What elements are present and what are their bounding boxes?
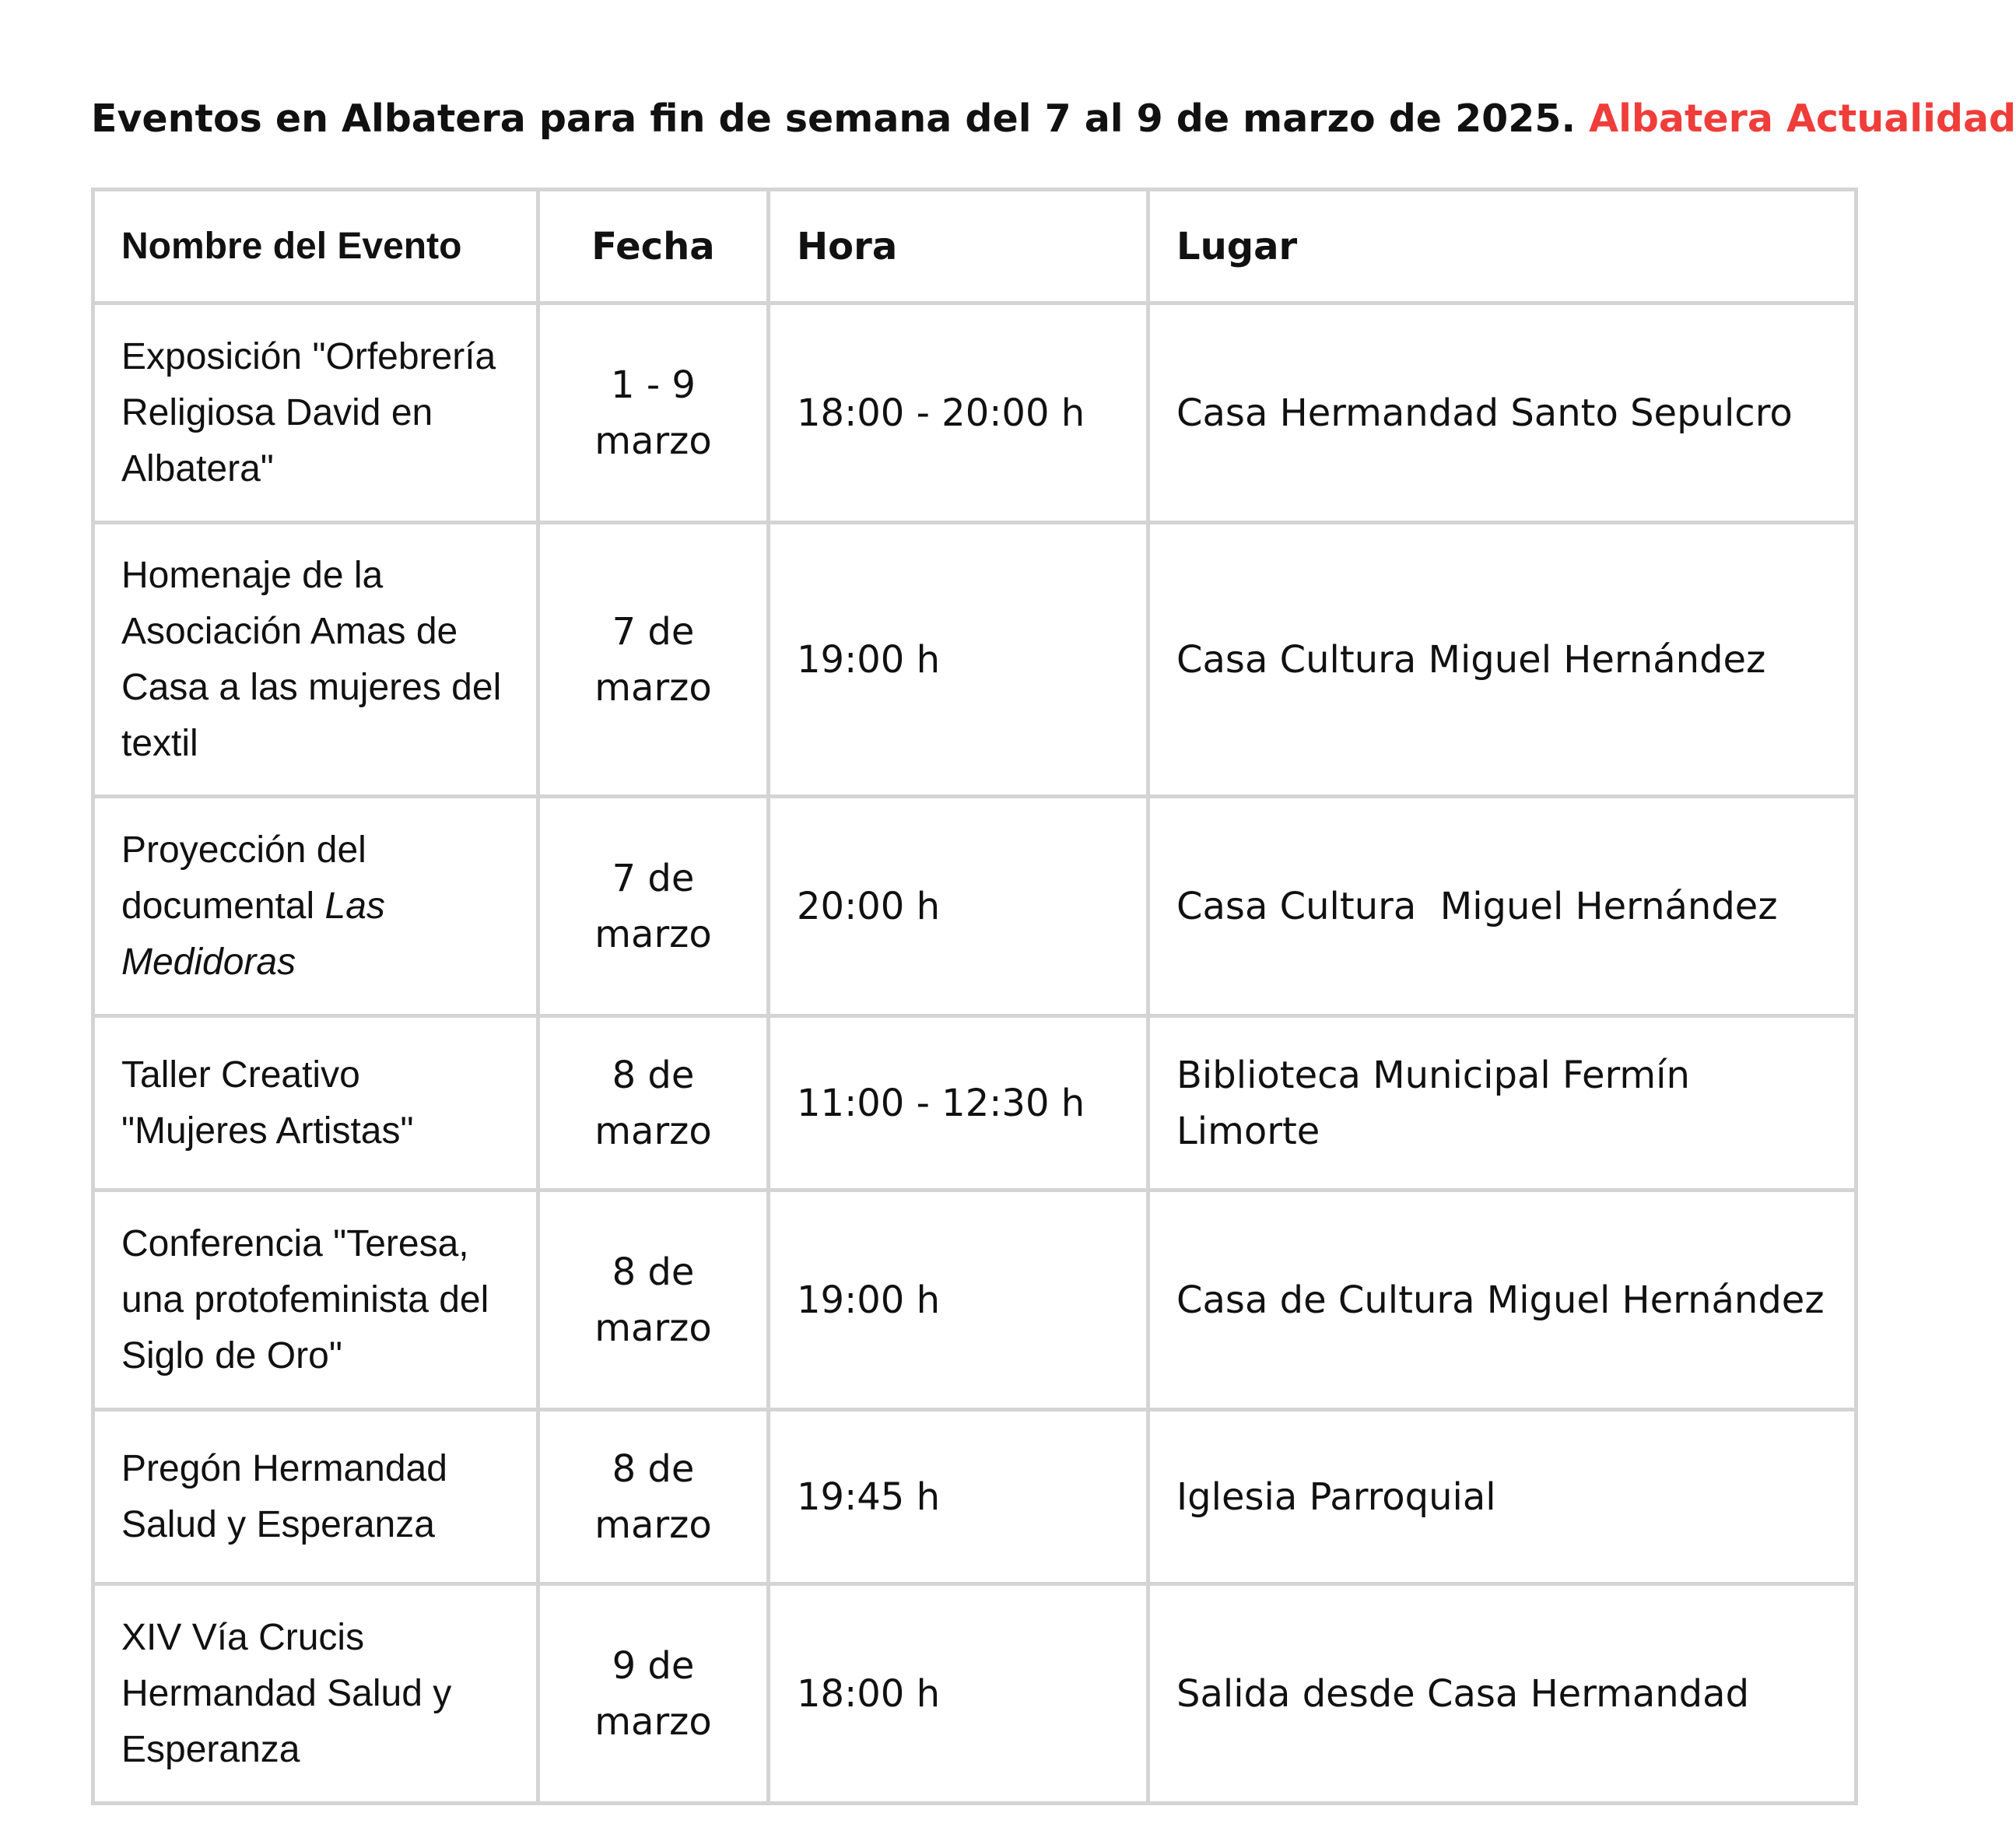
event-place: Casa Cultura Miguel Hernández (1148, 797, 1856, 1016)
event-place: Salida desde Casa Hermandad (1148, 1584, 1856, 1804)
event-date (538, 1191, 769, 1410)
event-time: 19:45 h (769, 1410, 1148, 1584)
table-header-row (93, 190, 1856, 303)
event-place: Casa Cultura Miguel Hernández (1148, 523, 1856, 797)
event-name: Pregón Hermandad Salud y Esperanza (93, 1410, 538, 1584)
event-place: Iglesia Parroquial (1148, 1410, 1856, 1584)
event-date (538, 303, 769, 523)
event-name-prefix: Proyección del documental (121, 829, 366, 927)
header-time: Hora (769, 190, 1148, 303)
event-date (538, 1016, 769, 1191)
event-date-text: 9 de marzo (594, 1643, 712, 1744)
event-name: Exposición "Orfebrería Religiosa David en Albatera" (93, 303, 538, 523)
table-row (93, 1410, 1856, 1584)
event-time: 18:00 - 20:00 h (769, 303, 1148, 523)
event-date-text: 7 de marzo (594, 609, 712, 710)
event-time: 19:00 h (769, 1191, 1148, 1410)
event-name: Conferencia "Teresa, una protofeminista del Siglo de Oro" (93, 1191, 538, 1410)
events-table (91, 188, 1858, 1805)
event-name: Homenaje de la Asociación Amas de Casa a las mujeres del textil (93, 523, 538, 797)
header-date: Fecha (538, 190, 769, 303)
event-place: Casa de Cultura Miguel Hernández (1148, 1191, 1856, 1410)
event-time: 18:00 h (769, 1584, 1148, 1804)
table-row (93, 1191, 1856, 1410)
event-date (538, 1584, 769, 1804)
event-date-text: 8 de marzo (594, 1053, 712, 1153)
table-row (93, 797, 1856, 1016)
table-row (93, 303, 1856, 523)
table-row (93, 1584, 1856, 1804)
event-date-text: 1 - 9 marzo (594, 363, 712, 463)
event-date-text: 8 de marzo (594, 1447, 712, 1547)
event-date (538, 1410, 769, 1584)
title-separator: . (1561, 96, 1576, 141)
event-date-text: 7 de marzo (594, 856, 712, 956)
title-main: Eventos en Albatera para fin de semana del 7 al 9 de marzo de 2025 (91, 96, 1562, 141)
header-name: Nombre del Evento (93, 190, 538, 303)
event-name: Taller Creativo "Mujeres Artistas" (93, 1016, 538, 1191)
event-time: 19:00 h (769, 523, 1148, 797)
event-time: 11:00 - 12:30 h (769, 1016, 1148, 1191)
event-name-italic: Las Medidoras (121, 885, 385, 983)
event-date-text: 8 de marzo (594, 1250, 712, 1350)
table-row (93, 1016, 1856, 1191)
event-place: Casa Hermandad Santo Sepulcro (1148, 303, 1856, 523)
event-date (538, 797, 769, 1016)
table-row (93, 523, 1856, 797)
brand-link[interactable]: Albatera Actualidad (1589, 96, 2016, 141)
header-place: Lugar (1148, 190, 1856, 303)
event-name: XIV Vía Crucis Hermandad Salud y Esperanza (93, 1584, 538, 1804)
event-time: 20:00 h (769, 797, 1148, 1016)
event-date (538, 523, 769, 797)
event-place: Biblioteca Municipal Fermín Limorte (1148, 1016, 1856, 1191)
event-name (93, 797, 538, 1016)
page-title (91, 92, 2016, 146)
